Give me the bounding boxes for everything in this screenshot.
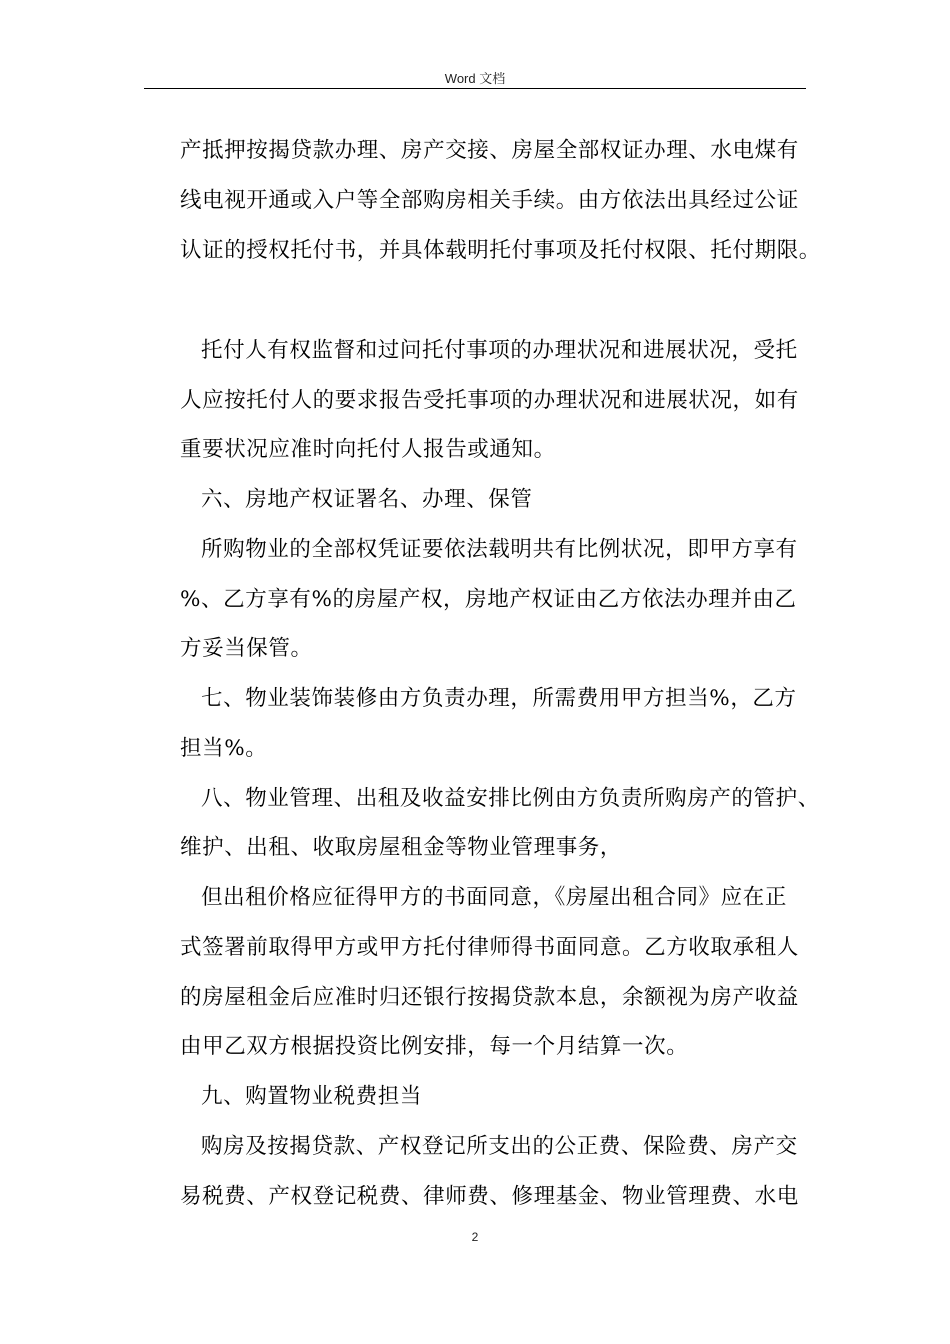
- body-line: 担当%。: [180, 736, 268, 761]
- body-line: 产抵押按揭贷款办理、房产交接、房屋全部权证办理、水电煤有: [180, 138, 799, 163]
- body-line: 线电视开通或入户等全部购房相关手续。由方依法出具经过公证: [180, 188, 799, 213]
- body-line: 方妥当保管。: [180, 636, 313, 661]
- body-line: 易税费、产权登记税费、律师费、修理基金、物业管理费、水电: [180, 1184, 799, 1209]
- page-number: 2: [471, 1230, 479, 1244]
- body-line: 托付人有权监督和过问托付事项的办理状况和进展状况，受托: [201, 338, 798, 363]
- section-heading: 八、物业管理、出租及收益安排比例由方负责所购房产的管护、: [201, 786, 820, 811]
- body-line: 的房屋租金后应准时归还银行按揭贷款本息，余额视为房产收益: [180, 985, 799, 1010]
- body-line: 人应按托付人的要求报告受托事项的办理状况和进展状况，如有: [180, 388, 799, 413]
- section-heading: 七、物业装饰装修由方负责办理，所需费用甲方担当%，乙方: [201, 686, 797, 711]
- body-line: %、乙方享有%的房屋产权，房地产权证由乙方依法办理并由乙: [180, 587, 797, 612]
- body-line: 重要状况应准时向托付人报告或通知。: [180, 437, 556, 462]
- body-line: 式签署前取得甲方或甲方托付律师得书面同意。乙方收取承租人: [180, 935, 799, 960]
- body-line: 由甲乙双方根据投资比例安排，每一个月结算一次。: [180, 1034, 689, 1059]
- body-line: 维护、出租、收取房屋租金等物业管理事务，: [180, 835, 623, 860]
- body-line: 但出租价格应征得甲方的书面同意，《房屋出租合同》应在正: [201, 885, 787, 910]
- body-line: 购房及按揭贷款、产权登记所支出的公正费、保险费、房产交: [201, 1134, 798, 1159]
- section-heading: 六、房地产权证署名、办理、保管: [201, 487, 533, 512]
- section-heading: 九、购置物业税费担当: [201, 1084, 423, 1109]
- page-header: Word 文档: [444, 71, 506, 86]
- body-line: 认证的授权托付书，并具体载明托付事项及托付权限、托付期限。: [180, 238, 821, 263]
- body-line: 所购物业的全部权凭证要依法载明共有比例状况，即甲方享有: [201, 537, 798, 562]
- header-divider: [144, 88, 806, 89]
